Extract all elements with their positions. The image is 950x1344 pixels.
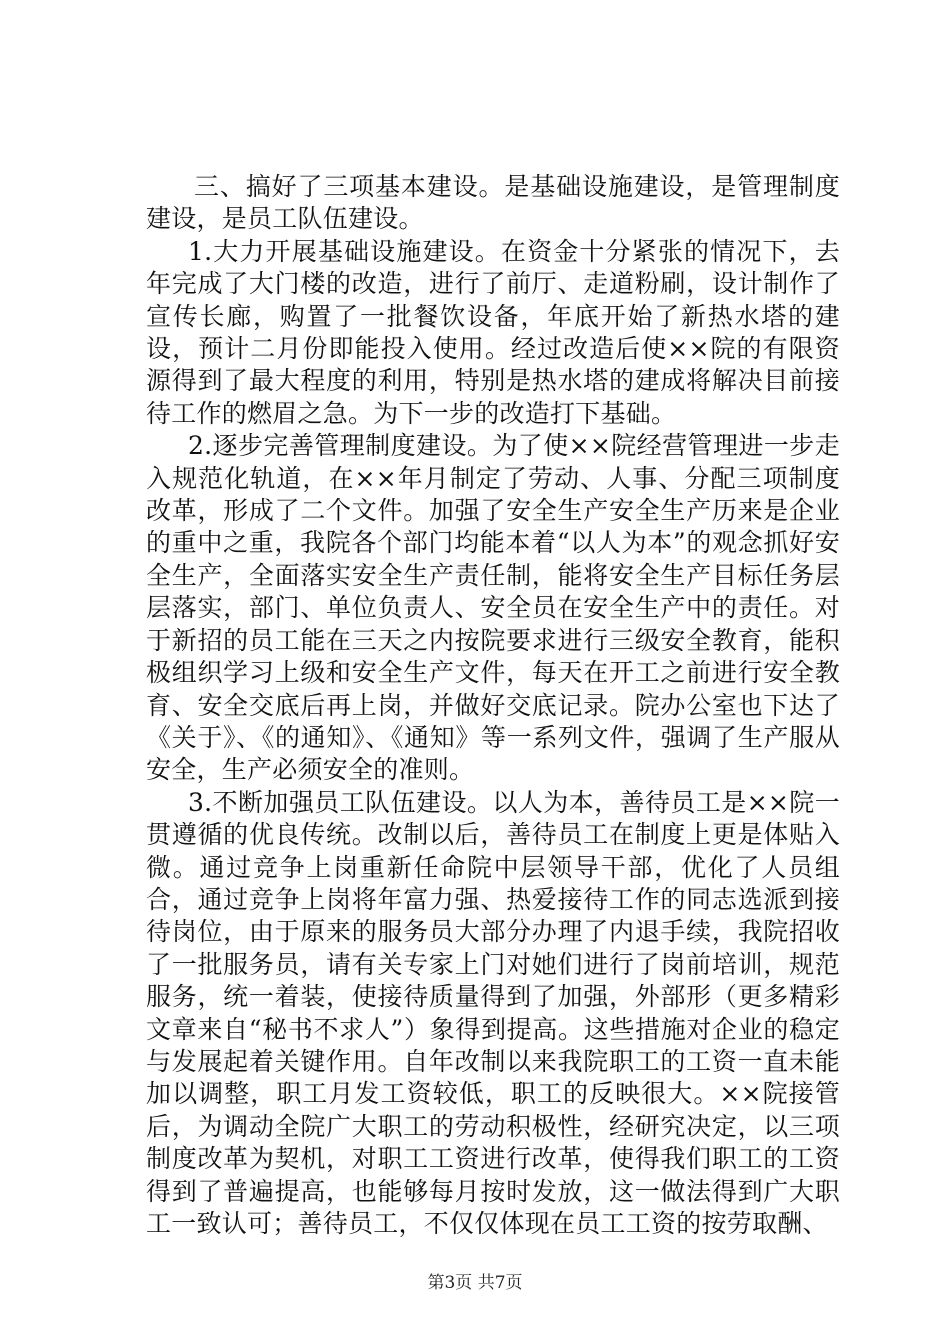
management-system-paragraph: 2.逐步完善管理制度建设。为了使××院经营管理进一步走入规范化轨道，在××年月制定了劳动、人事、分配三项制度改革，形成了二个文件。加强了安全生产安全生产历来是企业的重中之重，我院各个部门均能本着“以人为本”的观念抓好安全生产，全面落实安全生产责任制，能将安全生产目标任务层层落实，部门、单位负责人、安全员在安全生产中的责任。对于新招的员工能在三天之内按院要求进行三级安全教育，能积极组织学习上级和安全生产文件，每天在开工之前进行安全教育、安全交底后再上岗，并做好交底记录。院办公室也下达了《关于》、《的通知》、《通知》等一系列文件，强调了生产服从安全，生产必须安全的准则。 [146, 431, 840, 785]
page-number-footer: 第3页 共7页 [427, 1273, 523, 1293]
staff-team-paragraph: 3.不断加强员工队伍建设。以人为本，善待员工是××院一贯遵循的优良传统。改制以后，善待员工在制度上更是体贴入微。通过竞争上岗重新任命院中层领导干部，优化了人员组合，通过竞争上岗将年富力强、热爱接待工作的同志选派到接待岗位，由于原来的服务员大部分办理了内退手续，我院招收了一批服务员，请有关专家上门对她们进行了岗前培训，规范服务，统一着装，使接待质量得到了加强，外部形（更多精彩文章来自“秘书不求人”）象得到提高。这些措施对企业的稳定与发展起着关键作用。自年改制以来我院职工的工资一直未能加以调整，职工月发工资较低，职工的反映很大。××院接管后，为调动全院广大职工的劳动积极性，经研究决定，以三项制度改革为契机，对职工工资进行改革，使得我们职工的工资得到了普遍提高，也能够每月按时发放，这一做法得到广大职工一致认可；善待员工，不仅仅体现在员工工资的按劳取酬、 [146, 787, 840, 1238]
section-heading-paragraph: 三、搞好了三项基本建设。是基础设施建设，是管理制度建设，是员工队伍建设。 [146, 172, 840, 234]
infrastructure-paragraph: 1.大力开展基础设施建设。在资金十分紧张的情况下，去年完成了大门楼的改造，进行了前厅、走道粉刷，设计制作了宣传长廊，购置了一批餐饮设备，年底开始了新热水塔的建设，预计二月份即能投入使用。经过改造后使××院的有限资源得到了最大程度的利用，特别是热水塔的建成将解决目前接待工作的燃眉之急。为下一步的改造打下基础。 [146, 236, 840, 428]
document-body [146, 171, 840, 1240]
